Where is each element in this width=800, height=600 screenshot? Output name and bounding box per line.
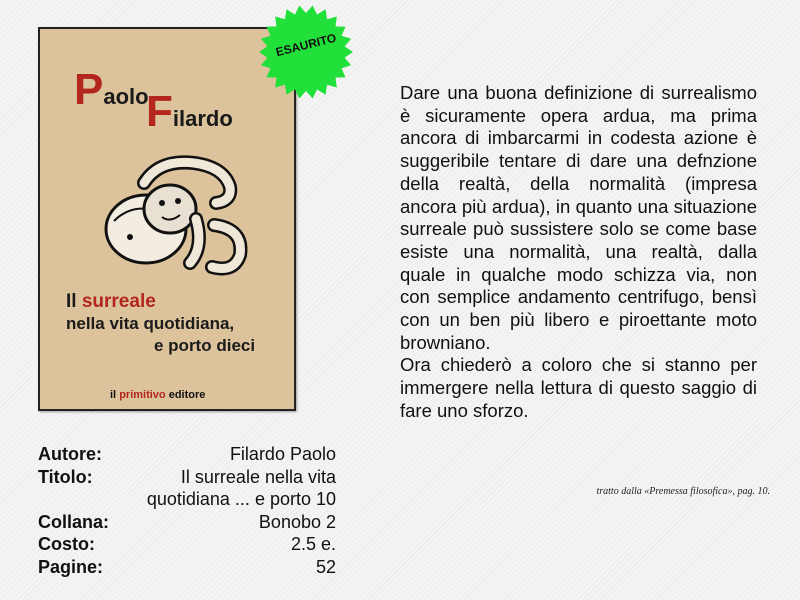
cover-title [66,291,255,357]
book-details [38,443,336,578]
cover-initial-p: P [74,65,104,114]
cover-last-rest: ilardo [172,106,233,131]
detail-row-series [38,511,336,534]
author-label: Autore: [38,444,102,464]
series-value: Bonobo 2 [258,511,336,532]
pages-value: 52 [315,556,336,577]
cover-initial-f: F [146,87,173,136]
description-paragraph-1: Dare una buona definizione di surrealismo è sicuramente opera ardua, ma prima ancora di imbarcarmi in codesta azione è suggeribile tentare di dare una defnzione della realtà, della normalità (impresa ancora più ardua), in quanto una situazione surreale può sussistere solo se come base esiste una normalità, una realtà, dalla quale in qualche modo schizza via, non con semplice andamento centrifugo, bensì con un ben più libero e piroettante moto browniano. [400,82,757,353]
book-description [400,82,757,423]
detail-row-author [38,443,336,466]
detail-row-price [38,533,336,556]
price-value: 2.5 e. [290,534,336,554]
publisher-suffix: editore [168,389,206,401]
author-value: Filardo Paolo [229,444,336,464]
detail-row-title [38,466,336,511]
cover-title-line-2: nella vita quotidiana, [66,314,235,333]
publisher-prefix: il [110,389,117,401]
cover-title-word-1: Il [66,291,77,312]
quote-source: tratto dalla «Premessa filosofica», pag. 10. [596,486,770,497]
cover-publisher [110,389,205,401]
publisher-name: primitivo [119,389,166,401]
cover-title-word-2: surreale [81,291,156,312]
detail-row-pages [38,556,336,579]
doll-illustration [104,151,254,281]
cover-title-line-3: e porto dieci [154,336,256,355]
series-label: Collana: [38,511,110,532]
pages-label: Pagine: [38,556,104,577]
title-value: Il surreale nella vita quotidiana ... e porto 10 [146,466,336,509]
title-label: Titolo: [38,466,93,487]
sold-out-badge-label: ESAURITO [274,30,338,60]
price-label: Costo: [38,534,95,554]
cover-first-rest: aolo [103,84,149,109]
cover-author-first-name [74,65,149,115]
description-paragraph-2: Ora chiederò a coloro che si stanno per immergere nella lettura di questo saggio di fare uno sforzo. [400,354,757,421]
cover-author-last-name [146,87,233,137]
